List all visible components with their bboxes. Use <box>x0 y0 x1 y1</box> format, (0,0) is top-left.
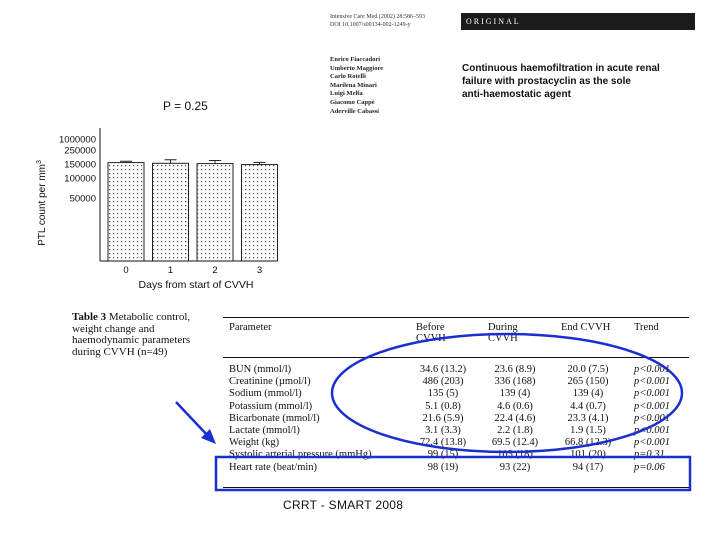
row-during: 2.2 (1.8) <box>497 425 533 436</box>
y-axis-label-text: PTL count per mm <box>37 164 48 246</box>
paper-title-line: anti-haemostatic agent <box>462 89 571 100</box>
row-trend: p=0.31 <box>634 449 665 461</box>
row-before: 3.1 (3.3) <box>425 425 461 436</box>
p-value-annotation: P = 0.25 <box>163 99 208 113</box>
table-top-rule <box>223 317 689 318</box>
paper-title-line: Continuous haemofiltration in acute renal <box>462 63 660 74</box>
author-name: Luigi Melfa <box>330 90 363 98</box>
table-number: Table 3 <box>72 311 107 323</box>
arrow-line <box>176 402 209 437</box>
table-caption-text: Metabolic control, weight change and haemodynamic parameters during CVVH (n=49) <box>72 311 191 358</box>
row-during: 4.6 (0.6) <box>497 400 533 412</box>
row-trend: p<0.001 <box>634 376 670 388</box>
y-tick-label: 50000 <box>69 193 96 205</box>
row-during: 23.6 (8.9) <box>494 364 536 375</box>
row-before: 486 (203) <box>422 376 464 388</box>
row-during: 336 (168) <box>494 376 536 388</box>
table-bottom-rule <box>223 487 689 488</box>
table-header-trend: Trend <box>634 322 659 333</box>
row-before: 5.1 (0.8) <box>425 400 461 412</box>
row-parameter: BUN (mmol/l) <box>229 364 292 375</box>
journal-ref-line: Intensive Care Med (2002) 28:586–593 <box>330 14 425 20</box>
row-end: 20.0 (7.5) <box>567 364 609 375</box>
row-end: 66.8 (12.3) <box>564 437 612 449</box>
row-end: 101 (20) <box>570 449 606 461</box>
row-during: 103 (18) <box>497 449 533 461</box>
row-end: 4.4 (0.7) <box>570 400 606 412</box>
y-tick-label: 250000 <box>64 145 96 157</box>
row-before: 98 (19) <box>427 461 459 473</box>
row-parameter: Bicarbonate (mmol/l) <box>229 412 320 424</box>
x-tick-label: 3 <box>256 265 263 276</box>
row-end: 94 (17) <box>572 461 604 473</box>
row-trend: p<0.001 <box>634 400 670 412</box>
row-during: 139 (4) <box>499 388 531 400</box>
section-label: ORIGINAL <box>466 17 521 26</box>
row-parameter: Sodium (mmol/l) <box>229 388 302 400</box>
paper-title-line: failure with prostacyclin as the sole <box>462 76 631 87</box>
journal-ref-line: DOI 10.1007/s00134-002-1249-y <box>330 22 411 28</box>
row-before: 135 (5) <box>427 388 459 400</box>
table-header-before: Before CVVH <box>416 322 446 344</box>
chart-bar <box>197 164 233 261</box>
row-before: 34.6 (13.2) <box>419 364 467 375</box>
chart-bar <box>108 163 144 261</box>
row-parameter: Lactate (mmol/l) <box>229 425 300 436</box>
row-parameter: Potassium (mmol/l) <box>229 400 313 412</box>
row-trend: p<0.001 <box>634 364 670 375</box>
author-name: Marilena Minari <box>330 81 377 89</box>
table-header-rule <box>223 357 689 358</box>
y-axis-label <box>36 160 48 246</box>
row-end: 23.3 (4.1) <box>567 412 609 424</box>
row-parameter: Heart rate (beat/min) <box>229 461 318 473</box>
author-name: Carlo Rotelli <box>330 73 366 81</box>
row-before: 72.4 (13.8) <box>419 437 467 449</box>
y-tick-label: 100000 <box>64 173 96 185</box>
chart-error-bar <box>165 160 177 164</box>
row-trend: p=0.06 <box>634 461 665 473</box>
author-name: Aderville Cabassi <box>330 107 379 115</box>
row-during: 22.4 (4.6) <box>494 412 536 424</box>
y-tick-label: 1000000 <box>59 134 96 146</box>
table-header-parameter: Parameter <box>229 322 272 333</box>
row-end: 1.9 (1.5) <box>570 425 606 436</box>
row-end: 265 (150) <box>567 376 609 388</box>
arrow-head-icon <box>201 429 216 444</box>
x-tick-label: 1 <box>167 265 174 276</box>
row-trend: p<0.001 <box>634 425 670 436</box>
row-trend: p<0.001 <box>634 388 670 400</box>
row-during: 69.5 (12.4) <box>491 437 539 449</box>
row-during: 93 (22) <box>499 461 531 473</box>
row-parameter: Systolic arterial pressure (mmHg) <box>229 449 372 461</box>
chart-bar <box>242 165 278 261</box>
footer-caption: CRRT - SMART 2008 <box>283 498 404 512</box>
y-axis-label-superscript: 3 <box>36 160 43 165</box>
table-header-end: End CVVH <box>561 322 611 333</box>
table-caption <box>72 312 212 358</box>
x-tick-label: 2 <box>212 265 218 276</box>
row-trend: p<0.001 <box>634 412 670 424</box>
y-tick-label: 150000 <box>64 159 96 171</box>
author-name: Giacomo Cappè <box>330 98 375 106</box>
chart-bar <box>153 163 189 261</box>
author-name: Umberto Maggiore <box>330 64 384 72</box>
row-parameter: Weight (kg) <box>229 437 280 449</box>
table-header-during: During CVVH <box>488 322 518 344</box>
x-axis-label: Days from start of CVVH <box>138 279 254 291</box>
row-before: 99 (15) <box>427 449 459 461</box>
x-tick-label: 0 <box>123 265 129 276</box>
row-parameter: Creatinine (µmol/l) <box>229 376 311 388</box>
row-before: 21.6 (5.9) <box>422 412 464 424</box>
author-name: Enrico Fiaccadori <box>330 56 381 63</box>
row-end: 139 (4) <box>572 388 604 400</box>
row-trend: p<0.001 <box>634 437 670 449</box>
